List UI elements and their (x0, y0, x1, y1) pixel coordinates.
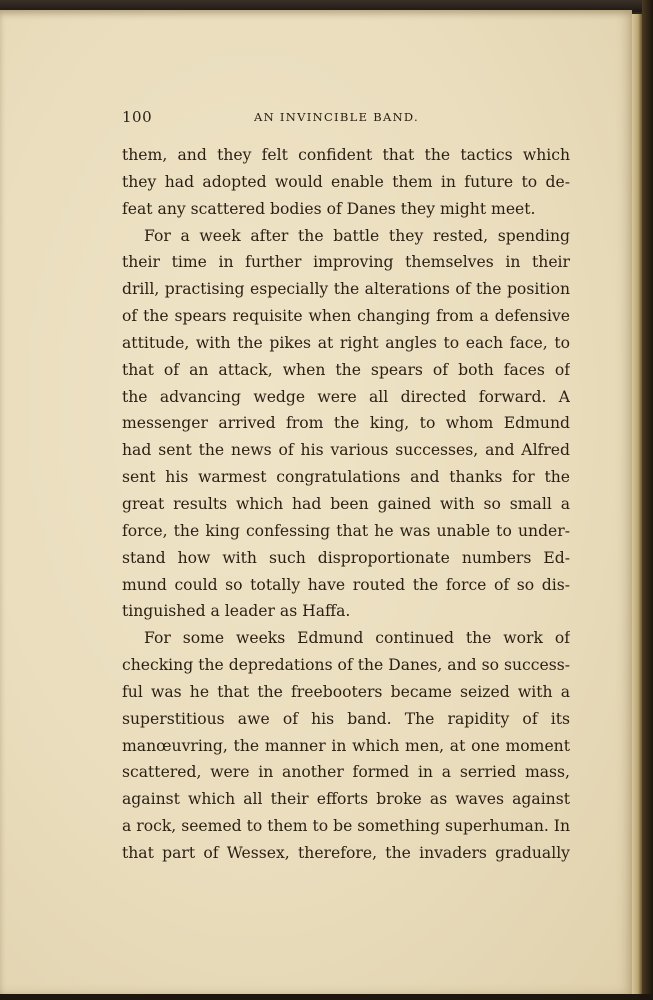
text-line: feat any scattered bodies of Danes they might meet. (122, 199, 536, 218)
text-line: that of an attack, when the spears of both faces of (122, 360, 570, 379)
text-line: sent his warmest congratulations and thanks for the (122, 468, 570, 487)
text-line: For some weeks Edmund continued the work of (144, 629, 570, 648)
text-line: scattered, were in another formed in a serried mass, (122, 763, 570, 782)
text-line: tinguished a leader as Haffa. (122, 602, 351, 621)
text-line: their time in further improving themselves in their (122, 253, 570, 272)
text-line: great results which had been gained with so small a (122, 494, 570, 513)
text-line: checking the depredations of the Danes, and so success- (122, 656, 570, 675)
book-binding-rim (642, 0, 653, 1000)
text-line: force, the king confessing that he was unable to under- (122, 521, 570, 540)
text-line: had sent the news of his various successes, and Alfred (122, 441, 570, 460)
text-line: messenger arrived from the king, to whom Edmund (122, 414, 570, 433)
running-title: AN INVINCIBLE BAND. (254, 110, 420, 124)
body-text (122, 142, 570, 867)
text-line: superstitious awe of his band. The rapidity of its (122, 709, 570, 728)
text-line: attitude, with the pikes at right angles to each face, to (122, 333, 570, 352)
text-line: mund could so totally have routed the force of so dis- (122, 575, 570, 594)
text-line: manœuvring, the manner in which men, at one moment (122, 736, 570, 755)
text-line: of the spears requisite when changing from a defensive (122, 307, 570, 326)
page-header (122, 108, 570, 128)
text-line: ful was he that the freebooters became seized with a (122, 682, 570, 701)
text-line: they had adopted would enable them in future to de- (122, 172, 570, 191)
page-number: 100 (122, 108, 153, 126)
text-line: the advancing wedge were all directed forward. A (122, 387, 570, 406)
page-fore-edge (632, 14, 642, 994)
text-line: stand how with such disproportionate numbers Ed- (122, 548, 570, 567)
text-line: drill, practising especially the alterations of the position (122, 280, 570, 299)
text-line: For a week after the battle they rested, spending (144, 226, 570, 245)
text-line: a rock, seemed to them to be something superhuman. In (122, 817, 570, 836)
text-line: them, and they felt confident that the tactics which (122, 146, 570, 164)
text-line: against which all their efforts broke as waves against (122, 790, 570, 809)
book-bottom-edge (0, 994, 653, 1000)
text-line: that part of Wessex, therefore, the invaders gradually (122, 843, 570, 862)
